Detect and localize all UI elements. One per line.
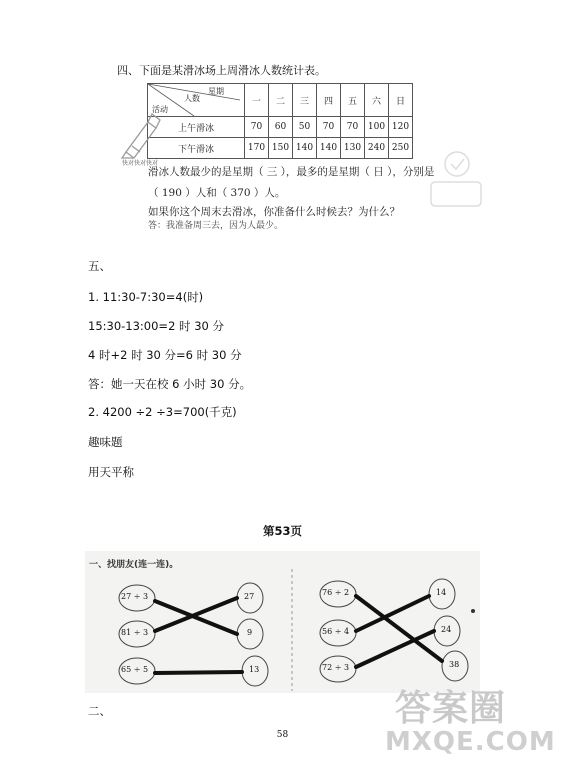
day-header: 四 [317,84,341,117]
fun-question-label: 趣味题 [88,435,123,449]
table-cell: 250 [389,138,413,159]
day-header: 一 [245,84,269,117]
table-cell: 70 [245,117,269,138]
answer-number: 13 [249,665,260,674]
answer-number: 24 [441,625,452,634]
fun-question-answer: 用天平称 [88,465,134,479]
table-cell: 170 [245,138,269,159]
section5-label: 五、 [88,259,111,273]
answer-number: 9 [247,628,253,637]
header-weekday: 星期 [208,87,224,96]
day-header: 五 [341,84,365,117]
answer-line: 15:30-13:00=2 时 30 分 [88,319,224,333]
question1-line1: 滑冰人数最少的是星期（ 三 ），最多的是星期（ 日 ），分别是 [148,166,435,178]
table-diagonal-header [148,84,245,117]
answer-line: 答：她一天在校 6 小时 30 分。 [88,377,252,391]
expression: 27 ÷ 3 [121,592,149,601]
table-cell: 120 [389,117,413,138]
stamp-text: 快对快对快对 [122,160,159,167]
watermark-logo: 答案圈 [395,688,507,729]
day-header: 二 [269,84,293,117]
answer-number: 14 [436,588,447,597]
header-activity: 活动 [152,105,168,114]
answer-line: 2. 4200 ÷2 ÷3=700(千克) [88,405,237,419]
table-row [148,138,413,159]
exercise-title: 一、找朋友(连一连)。 [89,560,179,570]
table-cell: 140 [293,138,317,159]
table-cell: 130 [341,138,365,159]
table-cell: 70 [341,117,365,138]
watermark-url: MXQE.COM [385,727,556,757]
pencil-icon [118,108,162,160]
section4-title: 四、下面是某滑冰场上周滑冰人数统计表。 [117,64,326,77]
answer-number: 38 [449,660,460,669]
expression: 56 ÷ 4 [322,627,350,636]
table-cell: 50 [293,117,317,138]
page-number: 58 [276,730,289,740]
question2: 如果你这个周末去滑冰，你准备什么时候去？为什么？ [148,206,400,218]
table-cell: 150 [269,138,293,159]
expression: 72 ÷ 3 [322,663,350,672]
section2-label: 二、 [88,704,111,718]
page-heading: 第53页 [262,524,302,538]
row-label: 下午滑冰 [148,138,245,159]
day-header: 日 [389,84,413,117]
row-label: 上午滑冰 [148,117,245,138]
answer-line: 4 时+2 时 30 分=6 时 30 分 [88,348,242,362]
table-cell: 100 [365,117,389,138]
answer-number: 27 [244,592,255,601]
table-cell: 70 [317,117,341,138]
answer-line: 1. 11:30-7:30=4(时) [88,290,204,304]
header-people: 人数 [184,94,200,103]
question2-answer: 答：我准备周三去，因为人最少。 [148,221,284,231]
day-header: 三 [293,84,317,117]
expression: 76 ÷ 2 [322,588,350,597]
table-cell: 60 [269,117,293,138]
table-cell: 240 [365,138,389,159]
expression: 81 ÷ 3 [121,628,149,637]
day-header: 六 [365,84,389,117]
matching-exercise-image [85,551,480,693]
table-row [148,117,413,138]
question1-line2: （ 190 ）人和（ 370 ）人。 [148,187,286,199]
expression: 65 ÷ 5 [121,665,149,674]
table-cell: 140 [317,138,341,159]
ice-skating-table [147,83,413,159]
